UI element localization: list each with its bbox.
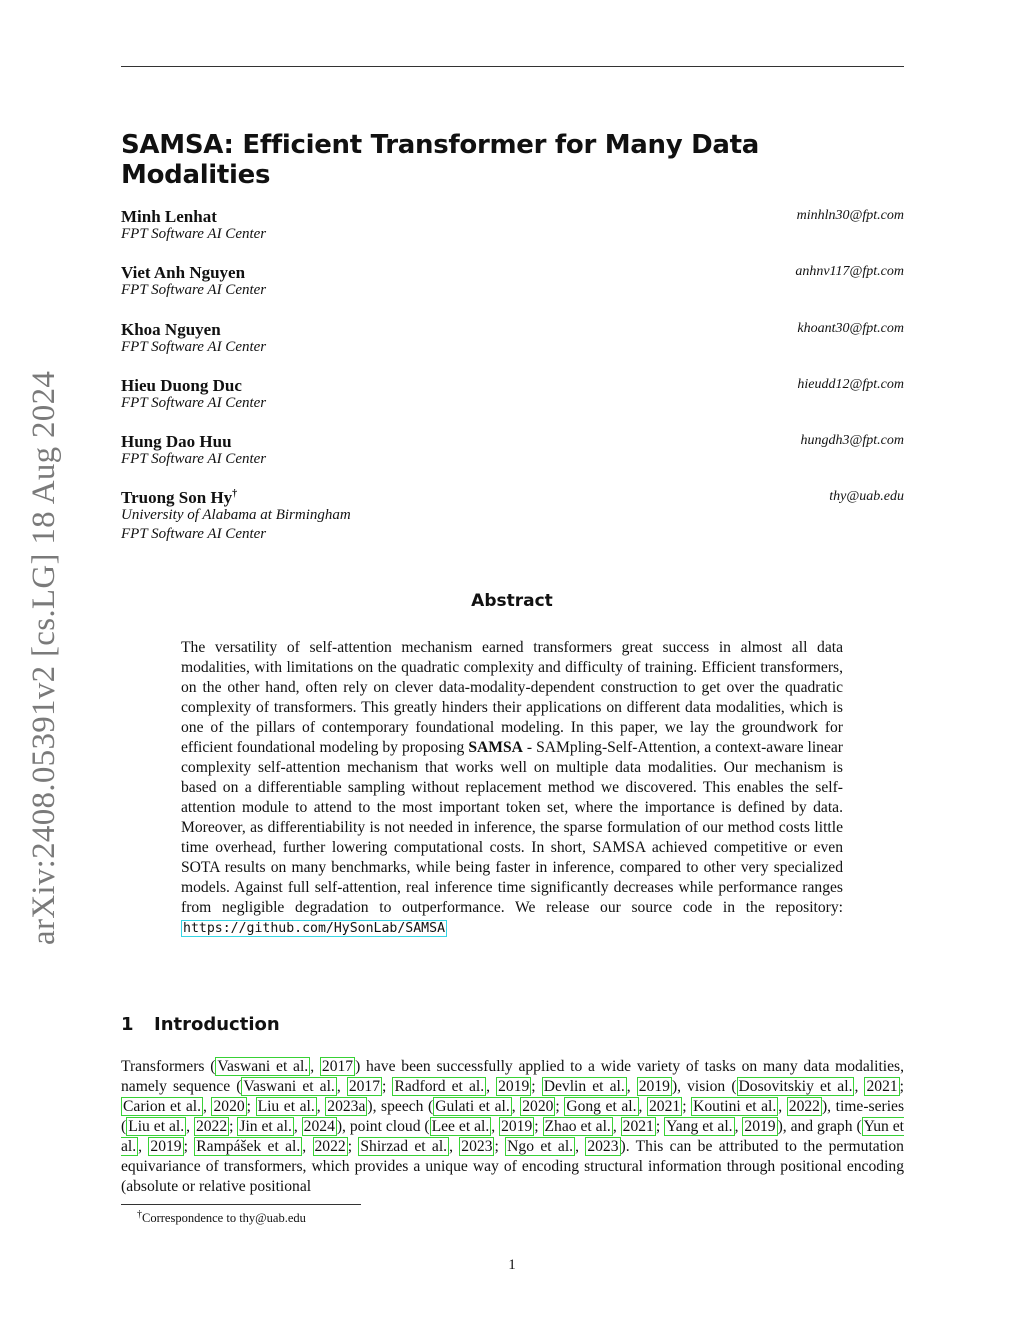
citation-link[interactable]: Yang et al. — [666, 1118, 733, 1135]
text-run: ; — [899, 1078, 904, 1095]
citation-link[interactable]: 2023 — [461, 1138, 493, 1155]
text-run: ; — [534, 1118, 539, 1135]
citation-link[interactable]: Radford et al. — [394, 1078, 485, 1095]
text-run: , — [449, 1138, 453, 1155]
citation-link[interactable]: Gong et al. — [566, 1098, 637, 1115]
citation-link[interactable]: Ngo et al. — [507, 1138, 574, 1155]
paper-title: SAMSA: Efficient Transformer for Many Data Modalities — [121, 130, 760, 190]
citation-link[interactable]: Vaswani et al. — [217, 1058, 309, 1075]
author-affiliation: FPT Software AI Center — [121, 526, 267, 542]
citation-link[interactable]: 2022 — [788, 1098, 820, 1115]
text-run: , — [310, 1058, 315, 1075]
footnote-mark: † — [137, 1209, 142, 1220]
text-run: ; — [655, 1118, 661, 1135]
repository-link[interactable]: https://github.com/HySonLab/SAMSA — [183, 921, 446, 936]
citation-link[interactable]: 2021 — [649, 1098, 681, 1115]
author-affiliation: FPT Software AI Center — [121, 282, 267, 298]
author-email[interactable]: hungdh3@fpt.com — [800, 433, 904, 448]
text-run: ) have been successfully applied to a wide variety of tasks on many data modalities, namely sequence ( — [121, 1058, 904, 1095]
citation-link[interactable]: Yun et al. — [121, 1118, 904, 1155]
text-run: , — [486, 1078, 491, 1095]
text-run: ; — [555, 1098, 560, 1115]
text-run: , — [626, 1078, 631, 1095]
footnote-rule — [121, 1204, 361, 1205]
abstract-text: The versatility of self-attention mechanism earned transformers great success in almost all data modalities, with limitations on the quadratic complexity and difficulty of training. Efficient transformers, on the other hand, often rely on clever data-modality-dependent construction to get over the quadratic complexity of transformers. This greatly hinders their applications on different data modalities, which is one of the pillars of contemporary foundational modeling. In this paper, we lay the groundwork for efficient foundational modeling by proposing — [181, 639, 843, 756]
citation-link[interactable]: Lee et al. — [431, 1118, 490, 1135]
text-run: ; — [246, 1098, 251, 1115]
citation-link[interactable]: 2020 — [522, 1098, 554, 1115]
author-block — [121, 263, 904, 303]
author-affiliation: FPT Software AI Center — [121, 395, 267, 411]
text-run: ), point cloud ( — [336, 1118, 430, 1135]
author-name: Hung Dao Huu — [121, 432, 232, 451]
text-run: , — [575, 1138, 579, 1155]
author-name: Viet Anh Nguyen — [121, 263, 246, 282]
text-run: ), and graph ( — [777, 1118, 862, 1135]
text-run: , — [734, 1118, 739, 1135]
citation-link[interactable]: 2023 — [587, 1138, 619, 1155]
author-block — [121, 432, 904, 472]
author-affiliation: FPT Software AI Center — [121, 451, 267, 467]
text-run: , — [293, 1118, 298, 1135]
text-run: ), vision ( — [671, 1078, 737, 1095]
citation-link[interactable]: 2021 — [866, 1078, 898, 1095]
citation-link[interactable]: 2019 — [498, 1078, 530, 1095]
author-block — [121, 376, 904, 416]
text-run: ; — [229, 1118, 234, 1135]
section-heading — [121, 1014, 280, 1035]
author-email[interactable]: minhln30@fpt.com — [796, 208, 904, 223]
citation-link[interactable]: 2024 — [303, 1118, 335, 1135]
author-affiliation: FPT Software AI Center — [121, 226, 267, 242]
author-email[interactable]: khoant30@fpt.com — [797, 321, 904, 336]
author-name: Truong Son Hy — [121, 488, 233, 507]
text-run: ), time-series ( — [121, 1098, 905, 1135]
citation-link[interactable]: Koutini et al. — [693, 1098, 777, 1115]
citation-link[interactable]: Devlin et al. — [543, 1078, 625, 1095]
text-run: , — [638, 1098, 643, 1115]
top-rule — [121, 66, 904, 67]
text-run: , — [491, 1118, 496, 1135]
citation-link[interactable]: 2019 — [638, 1078, 670, 1095]
text-run: ; — [682, 1098, 687, 1115]
section-title: Introduction — [154, 1014, 280, 1035]
author-affiliation: University of Alabama at Birmingham — [121, 507, 351, 523]
citation-link[interactable]: Liu et al. — [128, 1118, 185, 1135]
author-name-wrapper — [121, 488, 237, 508]
author-name: Minh Lenhat — [121, 207, 217, 226]
abstract-bold-term: SAMSA — [468, 739, 523, 756]
text-run: ). This can be attributed to the permutation equivariance of transformers, which provides a unique way of encoding structural information through positional encoding (absolute or relative positional — [121, 1138, 904, 1195]
author-affiliation: FPT Software AI Center — [121, 339, 267, 355]
abstract-heading: Abstract — [471, 591, 553, 611]
dagger-mark: † — [232, 488, 238, 500]
citation-link[interactable]: 2019 — [150, 1138, 182, 1155]
footnote-text: Correspondence to thy@uab.edu — [142, 1211, 306, 1226]
citation-link[interactable]: Gulati et al. — [435, 1098, 510, 1115]
citation-link[interactable]: Shirzad et al. — [360, 1138, 448, 1155]
introduction-paragraph — [121, 1057, 904, 1197]
citation-link[interactable]: 2019 — [744, 1118, 776, 1135]
citation-link[interactable]: 2023a — [327, 1098, 366, 1115]
citation-link[interactable]: 2017 — [348, 1078, 380, 1095]
citation-link[interactable]: Zhao et al. — [544, 1118, 611, 1135]
author-email[interactable]: thy@uab.edu — [829, 489, 904, 504]
text-run: , — [511, 1098, 516, 1115]
text-run: ; — [494, 1138, 499, 1155]
text-run: ; — [183, 1138, 188, 1155]
text-run: , — [202, 1098, 207, 1115]
text-run: ; — [382, 1078, 387, 1095]
citation-link[interactable]: 2022 — [195, 1118, 228, 1135]
citation-link[interactable]: Rampášek et al. — [196, 1138, 301, 1155]
text-run: ), speech ( — [367, 1098, 434, 1115]
author-block — [121, 207, 904, 247]
text-run: ; — [531, 1078, 536, 1095]
citation-link[interactable]: Jin et al. — [239, 1118, 292, 1135]
author-email[interactable]: anhnv117@fpt.com — [795, 264, 904, 279]
citation-link[interactable]: 2019 — [501, 1118, 533, 1135]
author-email[interactable]: hieudd12@fpt.com — [797, 377, 904, 392]
text-run: , — [138, 1138, 143, 1155]
citation-link[interactable]: Liu et al. — [257, 1098, 315, 1115]
text-run: , — [612, 1118, 617, 1135]
footnote — [137, 1209, 306, 1226]
author-name: Hieu Duong Duc — [121, 376, 242, 395]
abstract-text: - SAMpling-Self-Attention, a context-aware linear complexity self-attention mechanism that works well on multiple data modalities. Our mechanism is based on a differentiable sampling without replacement method we discovered. This enables the self-attention module to attend to the most important token set, where the importance is defined by data. Moreover, as differentiability is not needed in inference, the sparse formulation of our method costs little time overhead, further lowering computational costs. In short, SAMSA achieved competitive or even SOTA results on many benchmarks, while being faster in inference, compared to other very specialized models. Against full self-attention, real inference time significantly decreases while performance ranges from negligible degradation to outperformance. We release our source code in the repository: — [181, 739, 843, 916]
citation-link[interactable]: 2022 — [314, 1138, 346, 1155]
citation-link[interactable]: 2021 — [622, 1118, 654, 1135]
citation-link[interactable]: 2020 — [213, 1098, 245, 1115]
text-run: ; — [347, 1138, 353, 1155]
citation-link[interactable]: Dosovitskiy et al. — [738, 1078, 853, 1095]
citation-link[interactable]: Carion et al. — [123, 1098, 201, 1115]
author-block — [121, 488, 904, 548]
arxiv-identifier: arXiv:2408.05391v2 [cs.LG] 18 Aug 2024 — [26, 370, 62, 945]
text-run: Transformers ( — [121, 1058, 216, 1075]
author-name: Khoa Nguyen — [121, 320, 221, 339]
text-run: , — [336, 1078, 341, 1095]
abstract-body — [181, 638, 843, 939]
section-number: 1 — [121, 1014, 134, 1035]
author-block — [121, 320, 904, 360]
citation-link[interactable]: 2017 — [321, 1058, 354, 1075]
text-run: , — [186, 1118, 191, 1135]
text-run: , — [854, 1078, 859, 1095]
text-run: , — [302, 1138, 307, 1155]
page-number: 1 — [508, 1257, 516, 1273]
citation-link[interactable]: Vaswani et al. — [243, 1078, 335, 1095]
text-run: , — [778, 1098, 783, 1115]
text-run: , — [316, 1098, 321, 1115]
